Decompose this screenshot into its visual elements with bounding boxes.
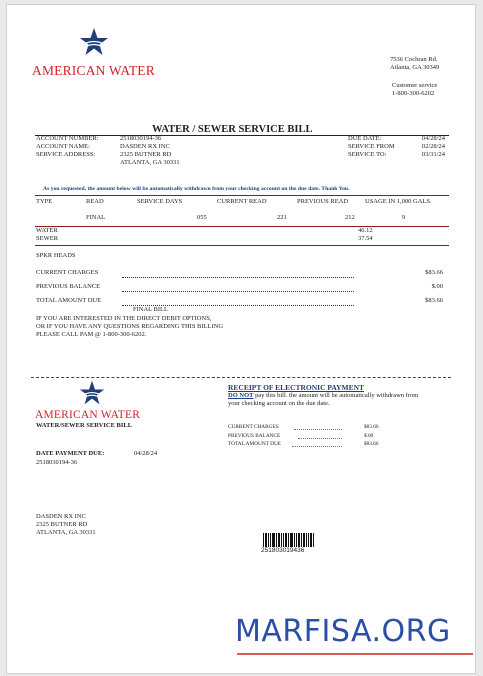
tear-line — [31, 377, 451, 378]
customer-service — [392, 82, 437, 98]
stub-summary — [228, 423, 281, 449]
message-line3: PLEASE CALL PAM @ 1-800-300-6202. — [36, 331, 147, 338]
stub-previous-balance: $.00 — [364, 432, 374, 439]
company-address-line1: 7536 Cochran Rd. — [390, 56, 438, 63]
total-due-amount: $83.66 — [425, 297, 443, 304]
stub-current-charges-label: CURRENT CHARGES — [228, 424, 279, 430]
usage-service-days: 055 — [197, 214, 207, 221]
stub-summary-values — [364, 423, 379, 449]
usage-previous-read: 212 — [345, 214, 355, 221]
stub-current-leader — [294, 429, 342, 430]
service-from-label: SERVICE FROM — [348, 143, 395, 150]
total-due-label: TOTAL AMOUNT DUE — [36, 297, 102, 304]
usage-read: FINAL — [86, 214, 106, 221]
account-name-label: ACCOUNT NAME: — [36, 143, 90, 150]
bill-page — [6, 4, 476, 674]
company-address — [390, 56, 439, 72]
account-number: 2518030194-36 — [120, 135, 162, 142]
usage-header-type: TYPE — [36, 198, 53, 205]
customer-service-phone: 1-800-300-6202 — [392, 90, 435, 97]
service-from: 02/28/24 — [421, 143, 445, 150]
sewer-label: SEWER — [36, 235, 59, 242]
stub-previous-leader — [298, 438, 342, 439]
stub-total-due: $83.66 — [364, 441, 379, 447]
due-date: 04/28/24 — [421, 135, 445, 142]
stub-due-date: 04/28/24 — [134, 450, 158, 457]
billing-message — [36, 315, 223, 339]
barcode — [263, 533, 315, 547]
watermark-text: MARFISA.ORG — [235, 614, 451, 649]
brand-name: AMERICAN WATER — [32, 63, 155, 78]
usage-header-previous-read: PREVIOUS READ — [297, 198, 349, 205]
usage-header-service-days: SERVICE DAYS — [137, 198, 183, 205]
water-label: WATER — [36, 227, 58, 234]
stub-due-label: DATE PAYMENT DUE: — [36, 450, 105, 457]
water-amount: 46.12 — [358, 227, 373, 234]
due-date-label: DUE DATE: — [348, 135, 382, 142]
usage-header-current-read: CURRENT READ — [217, 198, 267, 205]
stub-current-charges: $83.66 — [364, 424, 379, 430]
charges-rule — [35, 245, 449, 246]
receipt-text — [228, 392, 453, 408]
stub-total-due-label: TOTAL AMOUNT DUE — [228, 441, 282, 447]
date-values — [405, 135, 445, 159]
watermark-underline — [237, 653, 473, 655]
sewer-amount: 37.54 — [358, 235, 373, 242]
account-labels — [36, 135, 99, 159]
usage-gallons: 9 — [402, 214, 406, 221]
previous-balance-leader — [122, 291, 354, 292]
service-address-line1: 2325 BUTNER RD — [120, 151, 172, 158]
current-charges-label: CURRENT CHARGES — [36, 269, 99, 276]
usage-current-read: 221 — [277, 214, 287, 221]
stub-brand-name: AMERICAN WATER — [35, 409, 141, 421]
current-charges-amount: $83.66 — [425, 269, 443, 276]
receipt-text-line1: pay this bill. the amount will be automatically withdrawn from — [253, 392, 419, 399]
company-address-line2: Atlanta, GA 30349 — [390, 64, 440, 71]
autopay-notice: As you requested, the amount below will be automatically withdrawn from your checking account on the due date. Thank You. — [43, 186, 350, 192]
bill-title: WATER / SEWER SERVICE BILL — [152, 124, 313, 135]
mailing-address-line2: 2325 BUTNER RD — [36, 521, 88, 528]
stub-account-number: 2518030194-36 — [36, 459, 78, 466]
mailing-address — [36, 513, 96, 537]
service-to: 03/31/24 — [421, 151, 445, 158]
stub-star-logo-icon — [79, 380, 105, 406]
final-bill-label: FINAL BILL — [133, 306, 168, 313]
receipt-title: RECEIPT OF ELECTRONIC PAYMENT — [228, 383, 365, 392]
usage-header-usage: USAGE IN 1,000 GALS. — [365, 198, 432, 205]
notice-rule — [35, 195, 449, 196]
barcode-number: 251803019436 — [261, 547, 305, 554]
previous-balance-label: PREVIOUS BALANCE — [36, 283, 101, 290]
date-labels — [348, 135, 395, 159]
account-number-label: ACCOUNT NUMBER: — [36, 135, 99, 142]
receipt-text-line2: your checking account on the due date. — [228, 400, 330, 407]
service-address-line2: ATLANTA, GA 30331 — [120, 159, 180, 166]
previous-balance-amount: $.00 — [431, 283, 443, 290]
account-values — [120, 135, 180, 167]
message-line2: OR IF YOU HAVE ANY QUESTIONS REGARDING THIS BILLING — [36, 323, 224, 330]
mailing-address-line3: ATLANTA, GA 30331 — [36, 529, 96, 536]
message-line1: IF YOU ARE INTERESTED IN THE DIRECT DEBIT OPTIONS, — [36, 315, 212, 322]
do-not-label: DO NOT — [228, 392, 254, 399]
current-charges-leader — [122, 277, 354, 278]
account-name: DASDEN RX INC — [120, 143, 170, 150]
usage-rule — [35, 226, 449, 227]
customer-service-label: Customer service — [392, 82, 438, 89]
stub-total-leader — [292, 446, 342, 447]
sprinkler-heads-label: SPKR HEADS — [36, 252, 76, 259]
stub-subtitle: WATER/SEWER SERVICE BILL — [36, 422, 133, 429]
usage-header-read: READ — [86, 198, 104, 205]
service-address-label: SERVICE ADDRESS: — [36, 151, 96, 158]
service-to-label: SERVICE TO: — [348, 151, 387, 158]
stub-previous-balance-label: PREVIOUS BALANCE — [228, 432, 281, 439]
mailing-address-line1: DASDEN RX INC — [36, 513, 86, 520]
star-logo-icon — [79, 27, 109, 57]
